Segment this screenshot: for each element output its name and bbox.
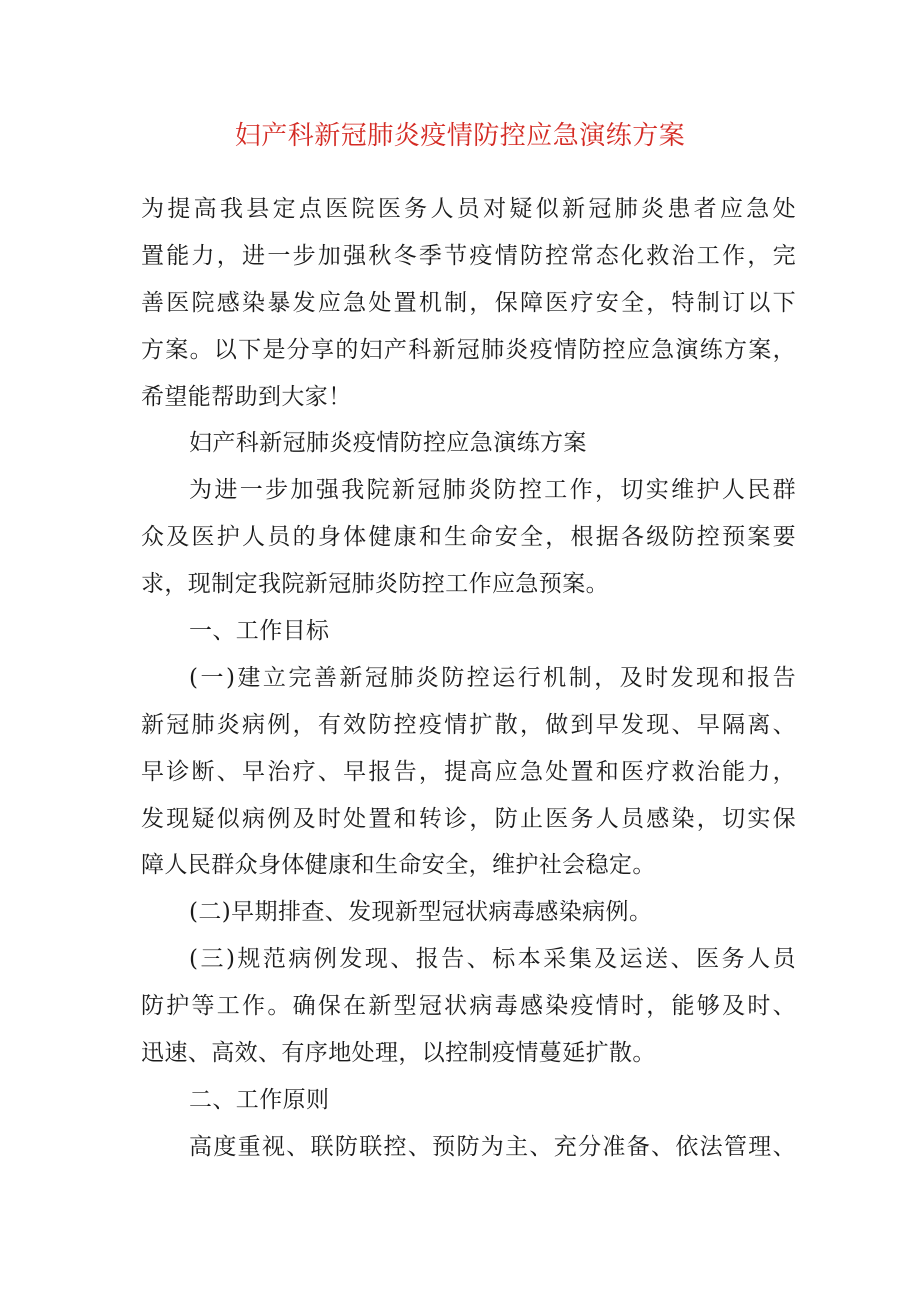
body-line: 早诊断、早治疗、早报告，提高应急处置和医疗救治能力， [141,758,796,785]
body-line: 新冠肺炎病例，有效防控疫情扩散，做到早发现、早隔离、 [141,711,796,738]
body-line: 防护等工作。确保在新型冠状病毒感染疫情时，能够及时、 [141,993,796,1020]
body-line: 障人民群众身体健康和生命安全，维护社会稳定。 [141,852,656,879]
body-line: 高度重视、联防联控、预防为主、充分准备、依法管理、 [189,1133,796,1160]
body-line: 迅速、高效、有序地处理，以控制疫情蔓延扩散。 [141,1040,656,1067]
section-heading: 二、工作原则 [189,1086,330,1113]
section-heading: 一、工作目标 [189,618,330,645]
body-line: (三)规范病例发现、报告、标本采集及运送、医务人员 [189,946,796,973]
document-title: 妇产科新冠肺炎疫情防控应急演练方案 [234,121,686,151]
body-line-subtitle: 妇产科新冠肺炎疫情防控应急演练方案 [189,430,587,457]
body-line: 求，现制定我院新冠肺炎防控工作应急预案。 [141,571,609,598]
body-line: 希望能帮助到大家！ [141,383,352,410]
body-line: 众及医护人员的身体健康和生命安全，根据各级防控预案要 [141,524,796,551]
body-line: (一)建立完善新冠肺炎防控运行机制，及时发现和报告 [189,664,796,691]
body-line: 为提高我县定点医院医务人员对疑似新冠肺炎患者应急处 [141,196,796,222]
document-body [141,186,796,1171]
body-line: 发现疑似病例及时处置和转诊，防止医务人员感染，切实保 [141,805,796,832]
body-line: 为进一步加强我院新冠肺炎防控工作，切实维护人民群 [189,477,796,504]
body-line: 善医院感染暴发应急处置机制，保障医疗安全，特制订以下 [141,289,796,316]
body-line: (二)早期排查、发现新型冠状病毒感染病例。 [189,899,653,926]
body-line: 置能力，进一步加强秋冬季节疫情防控常态化救治工作，完 [141,242,796,269]
body-line: 方案。以下是分享的妇产科新冠肺炎疫情防控应急演练方案， [141,336,796,363]
